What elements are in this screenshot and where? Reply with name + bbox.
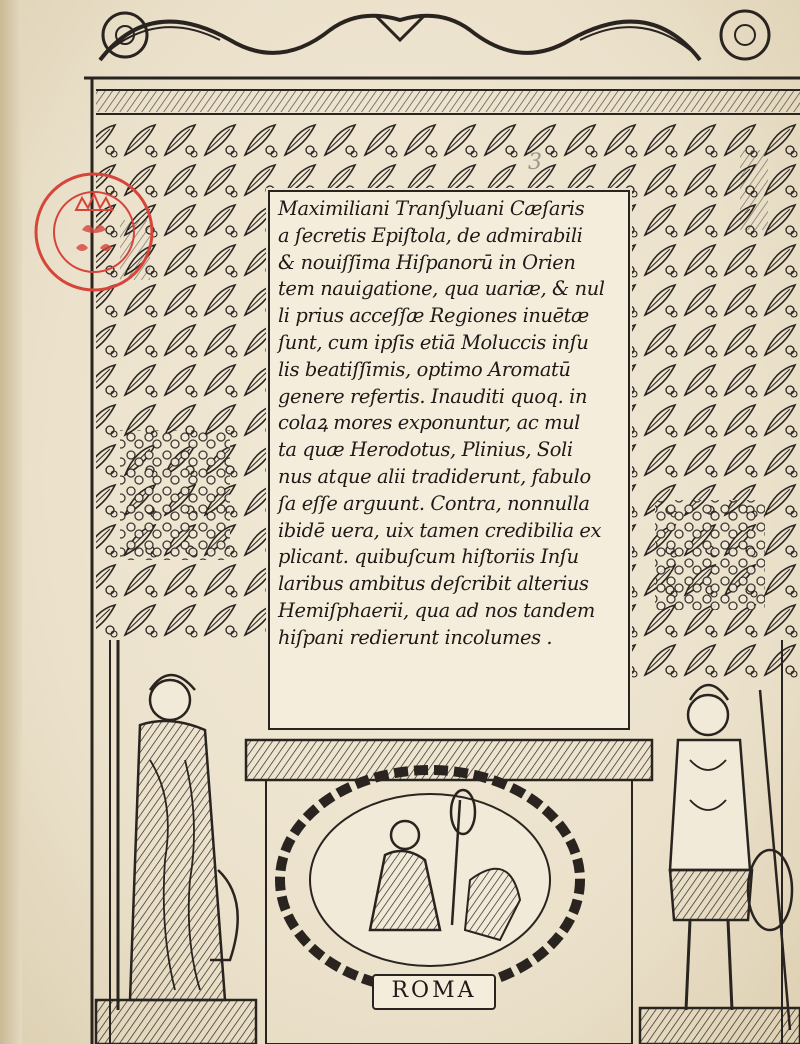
title-line: ſunt, cum ipſis etiā Moluccis inſu bbox=[278, 330, 589, 354]
title-line: Maximiliani Tranſyluani Cæſaris bbox=[278, 197, 585, 220]
title-line: & nouiſſima Hiſpanorū in Orien bbox=[278, 250, 576, 274]
title-line: laribus ambitus deſcribit alterius bbox=[278, 572, 589, 596]
title-line: ibidē uera, uix tamen credibilia ex bbox=[278, 518, 602, 542]
imprint-text: ROMA bbox=[391, 978, 477, 1003]
title-line: tem nauigatione, qua uariæ, & nul bbox=[278, 277, 605, 301]
right-figure bbox=[640, 685, 800, 1044]
top-foliage bbox=[266, 118, 632, 188]
title-line: a ſecretis Epiſtola, de admirabili bbox=[278, 223, 583, 247]
title-text bbox=[278, 196, 628, 652]
title-line: hiſpani redierunt incolumes . bbox=[278, 625, 553, 649]
right-foliage bbox=[632, 118, 800, 678]
left-figure bbox=[96, 640, 256, 1044]
title-line: ta quæ Herodotus, Plinius, Soli bbox=[278, 438, 573, 462]
title-line: colaꝝ mores exponuntur, ac mul bbox=[278, 411, 580, 435]
title-line: nus atque alii tradiderunt, fabulo bbox=[278, 464, 591, 488]
title-line: plicant. quibuſcum hiſtoriis Inſu bbox=[278, 545, 579, 569]
handwritten-mark: 3 bbox=[528, 150, 542, 175]
title-line: lis beatiſſimis, optimo Aromatū bbox=[278, 357, 571, 381]
title-line: li prius acceſſæ Regiones inuētæ bbox=[278, 304, 589, 328]
library-stamp bbox=[32, 170, 156, 294]
top-frieze bbox=[84, 4, 800, 114]
title-line: genere refertis. Inauditi quoq. in bbox=[278, 384, 588, 408]
title-line: ſa eſſe arguunt. Contra, nonnulla bbox=[278, 491, 590, 515]
title-line: Hemiſphaerii, qua ad nos tandem bbox=[278, 598, 595, 622]
